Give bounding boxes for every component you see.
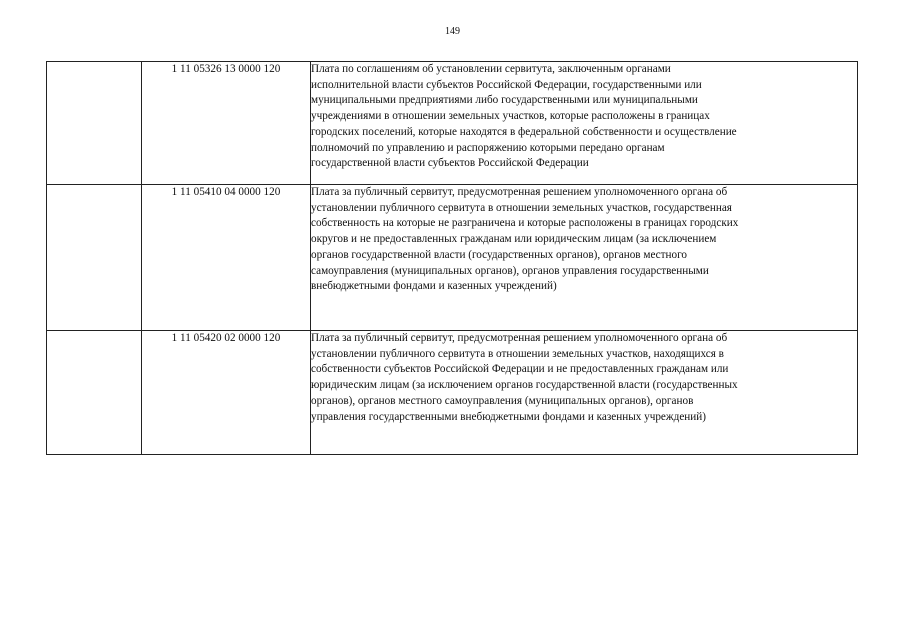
code-cell: 1 11 05410 04 0000 120 [142,185,311,331]
description-line: собственность на которые не разграничена и которые расположены в границах городских [311,217,739,230]
description-line: исполнительной власти субъектов Российской Федерации, государственными или [311,78,702,91]
description-line: юридическим лицам (за исключением органов государственной власти (государственных [311,379,738,392]
description-line: установлении публичного сервитута в отношении земельных участков, находящихся в [311,347,724,360]
description-line: самоуправления (муниципальных органов), органов управления государственными [311,264,709,277]
description-line: округов и не предоставленных гражданам или юридическим лицам (за исключением [311,233,717,246]
description-line: Плата по соглашениям об установлении сервитута, заключенным органами [311,63,671,75]
description-cell [311,185,858,331]
page-number: 149 [445,26,460,37]
description-cell [311,62,858,185]
description-line: Плата за публичный сервитут, предусмотренная решением уполномоченного органа об [311,186,728,198]
description-line: полномочий по управлению и распоряжению которыми передано органам [311,141,665,154]
description-line: государственной власти субъектов Российской Федерации [311,157,589,170]
empty-cell [47,185,142,331]
empty-cell [47,331,142,455]
description-line: органов), органов местного самоуправления (муниципальных органов), органов [311,394,694,407]
description-line: учреждениями в отношении земельных участков, которые расположены в границах [311,110,710,123]
budget-code-table [46,61,858,455]
table-row [47,331,858,455]
empty-cell [47,62,142,185]
description-line: органов государственной власти (государственных органов), органов местного [311,248,688,261]
description-cell [311,331,858,455]
description-line: Плата за публичный сервитут, предусмотренная решением уполномоченного органа об [311,332,728,344]
description-line: муниципальными предприятиями либо государственными или муниципальными [311,94,698,107]
description-line: собственности субъектов Российской Федерации и не предоставленных гражданам или [311,363,729,376]
code-cell: 1 11 05326 13 0000 120 [142,62,311,185]
description-line: внебюджетными фондами и казенных учреждений) [311,280,557,293]
description-line: установлении публичного сервитута в отношении земельных участков, государственная [311,201,732,214]
code-cell: 1 11 05420 02 0000 120 [142,331,311,455]
description-line: управления государственными внебюджетными фондами и казенных учреждений) [311,410,706,423]
table-row [47,62,858,185]
table-row [47,185,858,331]
description-line: городских поселений, которые находятся в федеральной собственности и осуществление [311,125,737,138]
